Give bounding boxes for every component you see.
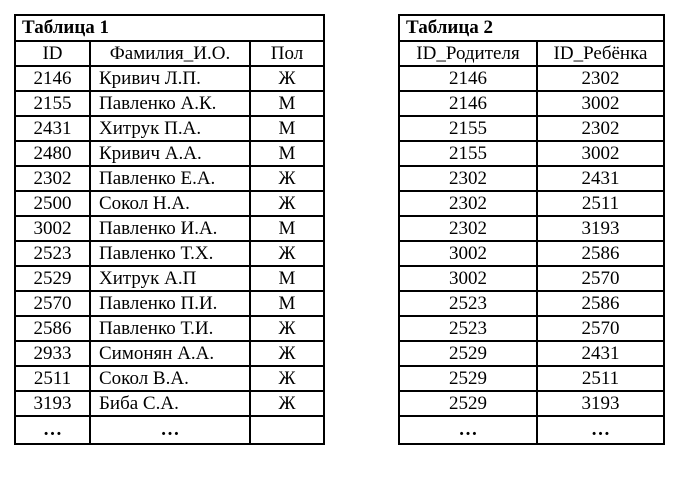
cell-name: Сокол Н.А.	[90, 191, 250, 216]
cell-name: Сокол В.А.	[90, 366, 250, 391]
cell-child-id: 3193	[537, 391, 664, 416]
cell-id: 2529	[15, 266, 90, 291]
cell-gender: М	[250, 116, 324, 141]
cell-name: Хитрук А.П	[90, 266, 250, 291]
cell-gender: М	[250, 291, 324, 316]
cell-parent-id: 2155	[399, 116, 537, 141]
cell-child-id: 3193	[537, 216, 664, 241]
cell-id: 2523	[15, 241, 90, 266]
table-row	[15, 391, 324, 416]
cell-id: 3002	[15, 216, 90, 241]
cell-gender: М	[250, 266, 324, 291]
cell-parent-id: 2302	[399, 166, 537, 191]
table-row	[15, 166, 324, 191]
continuation-cell: …	[15, 416, 90, 444]
table-row	[15, 241, 324, 266]
cell-child-id: 2511	[537, 191, 664, 216]
table-row	[399, 241, 664, 266]
people-table	[14, 14, 325, 445]
cell-name: Павленко Т.Х.	[90, 241, 250, 266]
cell-id: 2155	[15, 91, 90, 116]
cell-gender: Ж	[250, 341, 324, 366]
table-row	[399, 391, 664, 416]
table2-title: Таблица 2	[399, 15, 664, 41]
table-row	[15, 141, 324, 166]
cell-name: Кривич А.А.	[90, 141, 250, 166]
cell-child-id: 2431	[537, 166, 664, 191]
table-row	[399, 266, 664, 291]
table-row	[399, 191, 664, 216]
column-header-child-id: ID_Ребёнка	[537, 41, 664, 66]
cell-gender: Ж	[250, 316, 324, 341]
table-title-row	[399, 15, 664, 41]
table-row	[399, 216, 664, 241]
cell-child-id: 2570	[537, 266, 664, 291]
cell-id: 2146	[15, 66, 90, 91]
cell-name: Хитрук П.А.	[90, 116, 250, 141]
cell-gender: М	[250, 141, 324, 166]
continuation-cell: …	[537, 416, 664, 444]
table-header-row	[399, 41, 664, 66]
table-row	[399, 116, 664, 141]
table-row	[15, 91, 324, 116]
cell-child-id: 3002	[537, 141, 664, 166]
people-table-body	[15, 15, 324, 444]
table-row	[15, 366, 324, 391]
table-row	[15, 291, 324, 316]
table-row	[399, 291, 664, 316]
table-row	[399, 166, 664, 191]
cell-gender: Ж	[250, 391, 324, 416]
column-header-id: ID	[15, 41, 90, 66]
continuation-cell: …	[399, 416, 537, 444]
table-row	[15, 266, 324, 291]
cell-parent-id: 2523	[399, 316, 537, 341]
cell-id: 2933	[15, 341, 90, 366]
continuation-cell: …	[90, 416, 250, 444]
continuation-row	[399, 416, 664, 444]
cell-parent-id: 3002	[399, 266, 537, 291]
table-row	[399, 66, 664, 91]
cell-name: Симонян А.А.	[90, 341, 250, 366]
cell-parent-id: 2155	[399, 141, 537, 166]
cell-name: Павленко Е.А.	[90, 166, 250, 191]
cell-child-id: 2431	[537, 341, 664, 366]
continuation-row	[15, 416, 324, 444]
cell-name: Павленко П.И.	[90, 291, 250, 316]
cell-child-id: 2570	[537, 316, 664, 341]
table-row	[15, 66, 324, 91]
column-header-name: Фамилия_И.О.	[90, 41, 250, 66]
continuation-cell	[250, 416, 324, 444]
cell-gender: Ж	[250, 366, 324, 391]
cell-parent-id: 2146	[399, 91, 537, 116]
cell-parent-id: 2523	[399, 291, 537, 316]
cell-child-id: 2302	[537, 66, 664, 91]
table-row	[15, 216, 324, 241]
relations-table	[398, 14, 665, 445]
cell-id: 2480	[15, 141, 90, 166]
cell-child-id: 2302	[537, 116, 664, 141]
column-header-parent-id: ID_Родителя	[399, 41, 537, 66]
cell-id: 2570	[15, 291, 90, 316]
cell-name: Павленко И.А.	[90, 216, 250, 241]
cell-parent-id: 3002	[399, 241, 537, 266]
table-row	[15, 191, 324, 216]
cell-id: 2500	[15, 191, 90, 216]
cell-id: 2586	[15, 316, 90, 341]
column-header-gender: Пол	[250, 41, 324, 66]
cell-child-id: 3002	[537, 91, 664, 116]
cell-name: Павленко Т.И.	[90, 316, 250, 341]
cell-id: 2511	[15, 366, 90, 391]
cell-gender: Ж	[250, 191, 324, 216]
table-row	[399, 366, 664, 391]
cell-parent-id: 2529	[399, 341, 537, 366]
cell-child-id: 2586	[537, 291, 664, 316]
table-row	[15, 116, 324, 141]
cell-name: Биба С.А.	[90, 391, 250, 416]
cell-parent-id: 2529	[399, 391, 537, 416]
cell-child-id: 2511	[537, 366, 664, 391]
relations-table-body	[399, 15, 664, 444]
table-header-row	[15, 41, 324, 66]
cell-name: Кривич Л.П.	[90, 66, 250, 91]
table-row	[15, 316, 324, 341]
table-row	[15, 341, 324, 366]
table-row	[399, 141, 664, 166]
cell-parent-id: 2302	[399, 216, 537, 241]
cell-gender: Ж	[250, 241, 324, 266]
table-row	[399, 316, 664, 341]
cell-parent-id: 2146	[399, 66, 537, 91]
table-row	[399, 91, 664, 116]
cell-id: 3193	[15, 391, 90, 416]
cell-name: Павленко А.К.	[90, 91, 250, 116]
cell-id: 2431	[15, 116, 90, 141]
table1-title: Таблица 1	[15, 15, 324, 41]
table-title-row	[15, 15, 324, 41]
cell-gender: Ж	[250, 166, 324, 191]
cell-gender: М	[250, 216, 324, 241]
table-row	[399, 341, 664, 366]
cell-child-id: 2586	[537, 241, 664, 266]
cell-parent-id: 2302	[399, 191, 537, 216]
cell-id: 2302	[15, 166, 90, 191]
cell-parent-id: 2529	[399, 366, 537, 391]
cell-gender: Ж	[250, 66, 324, 91]
cell-gender: М	[250, 91, 324, 116]
